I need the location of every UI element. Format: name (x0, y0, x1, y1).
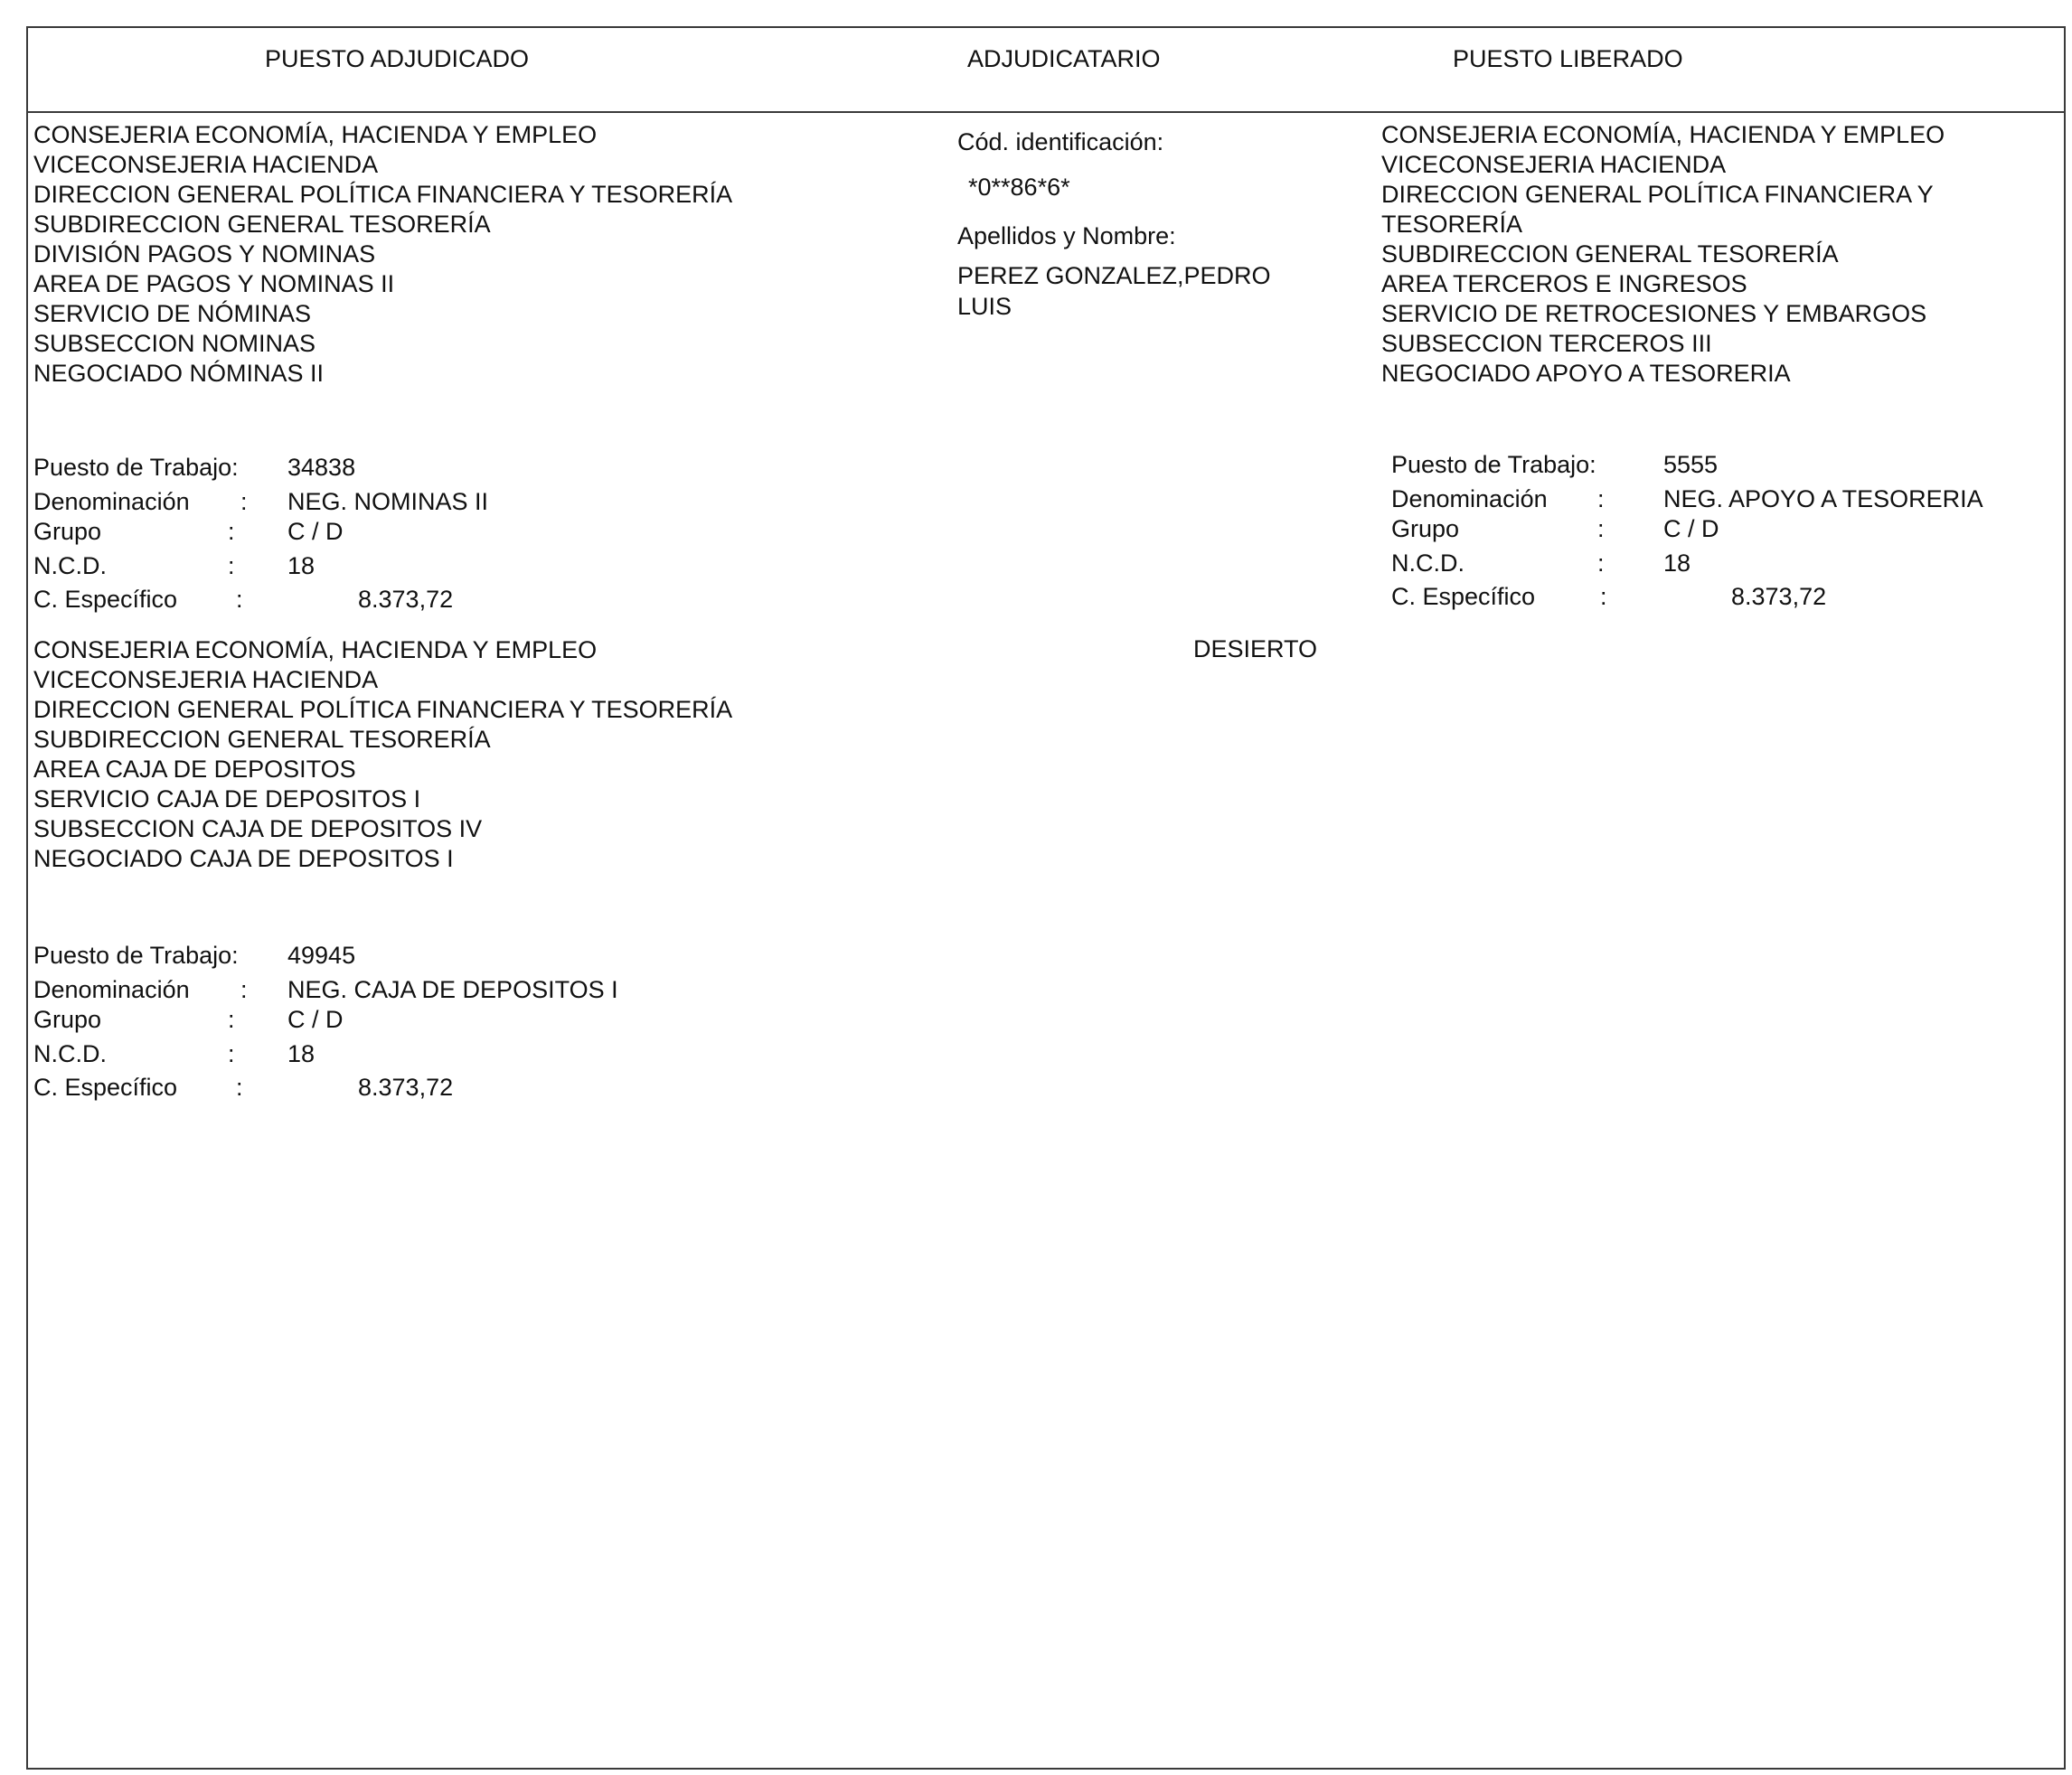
unit-line: DIVISIÓN PAGOS Y NOMINAS (33, 240, 376, 268)
unit-line: VICECONSEJERIA HACIENDA (33, 666, 379, 693)
especifico-label: C. Específico (33, 586, 178, 613)
unit-line: SUBDIRECCION GENERAL TESORERÍA (33, 726, 491, 753)
grupo-label: Grupo (1391, 515, 1460, 542)
unit-line: NEGOCIADO CAJA DE DEPOSITOS I (33, 845, 454, 872)
grupo-label: Grupo (33, 518, 102, 545)
unit-line: TESORERÍA (1381, 211, 1523, 238)
header-puesto-liberado: PUESTO LIBERADO (1453, 45, 1683, 72)
grupo-value: C / D (287, 518, 344, 545)
especifico-value: 8.373,72 (358, 1074, 454, 1101)
denominacion-value: NEG. APOYO A TESORERIA (1663, 485, 1983, 512)
ncd-value: 18 (1663, 549, 1691, 577)
unit-line: VICECONSEJERIA HACIENDA (33, 151, 379, 178)
grupo-value: C / D (287, 1006, 344, 1033)
colon: : (228, 1040, 235, 1067)
especifico-label: C. Específico (1391, 583, 1536, 610)
colon: : (1600, 583, 1607, 610)
entry2-adjudicado-units (33, 635, 732, 874)
colon: : (240, 488, 248, 515)
unit-line: SUBSECCION NOMINAS (33, 330, 316, 357)
cod-identificacion-value: *0**86*6* (968, 174, 1070, 201)
apellidos-nombre-value-cont: LUIS (957, 293, 1012, 320)
puesto-label: Puesto de Trabajo: (1391, 451, 1596, 478)
unit-line: SERVICIO DE RETROCESIONES Y EMBARGOS (1381, 300, 1927, 327)
unit-line: NEGOCIADO NÓMINAS II (33, 360, 325, 387)
unit-line: AREA DE PAGOS Y NOMINAS II (33, 270, 395, 297)
denominacion-value: NEG. CAJA DE DEPOSITOS I (287, 976, 618, 1003)
cod-identificacion-label: Cód. identificación: (957, 128, 1164, 155)
unit-line: NEGOCIADO APOYO A TESORERIA (1381, 360, 1791, 387)
puesto-value: 34838 (287, 454, 356, 481)
ncd-value: 18 (287, 552, 316, 579)
unit-line: DIRECCION GENERAL POLÍTICA FINANCIERA Y TESORERÍA (33, 696, 733, 723)
puesto-label: Puesto de Trabajo: (33, 454, 239, 481)
apellidos-nombre-label: Apellidos y Nombre: (957, 222, 1176, 249)
header-puesto-adjudicado: PUESTO ADJUDICADO (265, 45, 530, 72)
unit-line: SUBDIRECCION GENERAL TESORERÍA (1381, 240, 1839, 268)
colon: : (228, 1006, 235, 1033)
unit-line: SERVICIO CAJA DE DEPOSITOS I (33, 785, 421, 812)
especifico-value: 8.373,72 (1731, 583, 1827, 610)
unit-line: VICECONSEJERIA HACIENDA (1381, 151, 1727, 178)
header-adjudicatario: ADJUDICATARIO (967, 45, 1161, 72)
unit-line: AREA CAJA DE DEPOSITOS (33, 756, 356, 783)
ncd-label: N.C.D. (33, 552, 107, 579)
unit-line: DIRECCION GENERAL POLÍTICA FINANCIERA Y TESORERÍA (33, 181, 733, 208)
colon: : (228, 518, 235, 545)
colon: : (236, 586, 243, 613)
entry2-status-desierto: DESIERTO (1193, 635, 1318, 662)
header-divider (26, 111, 2066, 113)
apellidos-nombre-value: PEREZ GONZALEZ,PEDRO (957, 262, 1271, 289)
colon: : (236, 1074, 243, 1101)
especifico-label: C. Específico (33, 1074, 178, 1101)
denominacion-label: Denominación (1391, 485, 1548, 512)
unit-line: SUBDIRECCION GENERAL TESORERÍA (33, 211, 491, 238)
puesto-value: 49945 (287, 942, 356, 969)
unit-line: DIRECCION GENERAL POLÍTICA FINANCIERA Y (1381, 181, 1934, 208)
unit-line: SUBSECCION TERCEROS III (1381, 330, 1712, 357)
ncd-value: 18 (287, 1040, 316, 1067)
unit-line: CONSEJERIA ECONOMÍA, HACIENDA Y EMPLEO (1381, 121, 1945, 148)
denominacion-label: Denominación (33, 488, 190, 515)
colon: : (1597, 515, 1605, 542)
grupo-label: Grupo (33, 1006, 102, 1033)
unit-line: CONSEJERIA ECONOMÍA, HACIENDA Y EMPLEO (33, 121, 598, 148)
ncd-label: N.C.D. (1391, 549, 1465, 577)
denominacion-value: NEG. NOMINAS II (287, 488, 489, 515)
colon: : (1597, 485, 1605, 512)
colon: : (1597, 549, 1605, 577)
unit-line: CONSEJERIA ECONOMÍA, HACIENDA Y EMPLEO (33, 636, 598, 663)
unit-line: AREA TERCEROS E INGRESOS (1381, 270, 1747, 297)
grupo-value: C / D (1663, 515, 1719, 542)
colon: : (228, 552, 235, 579)
unit-line: SERVICIO DE NÓMINAS (33, 300, 312, 327)
entry1-adjudicado-units (33, 120, 732, 389)
ncd-label: N.C.D. (33, 1040, 107, 1067)
colon: : (240, 976, 248, 1003)
puesto-label: Puesto de Trabajo: (33, 942, 239, 969)
especifico-value: 8.373,72 (358, 586, 454, 613)
denominacion-label: Denominación (33, 976, 190, 1003)
entry1-liberado-units (1381, 120, 1945, 389)
puesto-value: 5555 (1663, 451, 1719, 478)
unit-line: SUBSECCION CAJA DE DEPOSITOS IV (33, 815, 483, 842)
